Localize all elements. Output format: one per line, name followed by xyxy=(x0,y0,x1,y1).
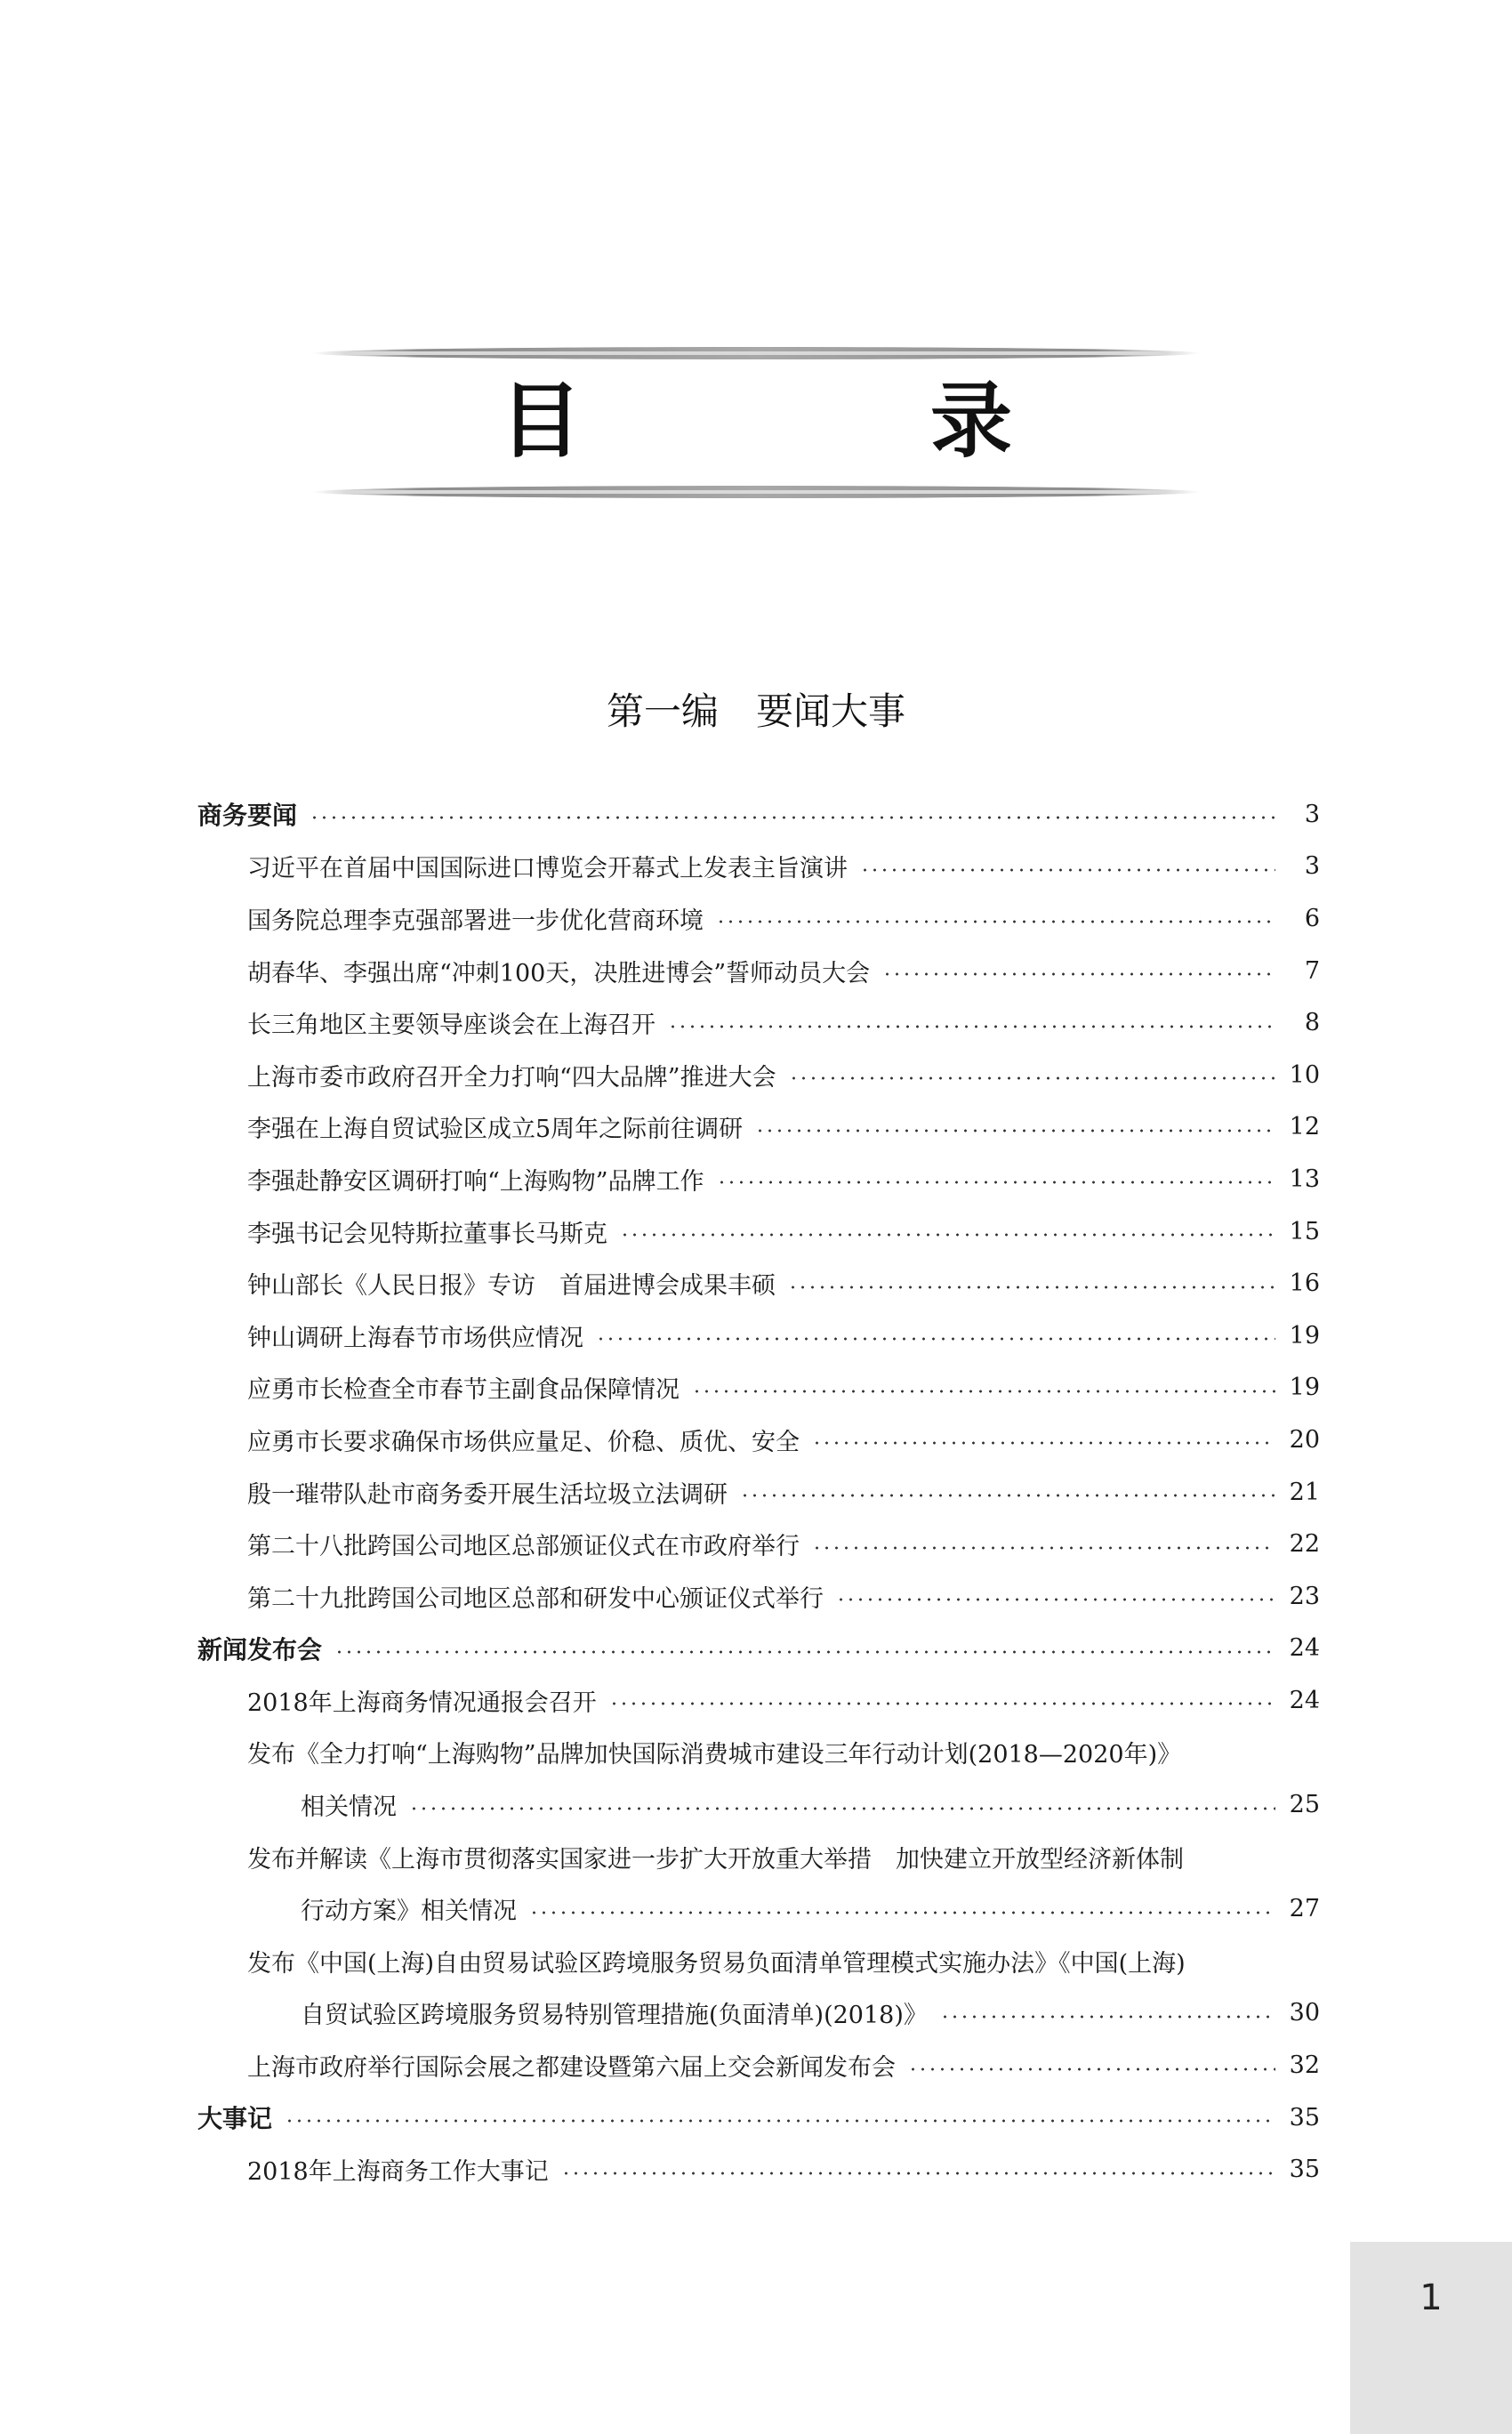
dot-leader xyxy=(596,1337,1275,1341)
toc-entry-title: 发布并解读《上海市贯彻落实国家进一步扩大开放重大举措 加快建立开放型经济新体制 xyxy=(247,1845,1184,1874)
toc-entry-title: 2018年上海商务工作大事记 xyxy=(247,2158,549,2187)
toc-entry-title: 李强赴静安区调研打响“上海购物”品牌工作 xyxy=(247,1167,704,1196)
dot-leader xyxy=(860,868,1275,872)
toc-entry-title: 商务要闻 xyxy=(197,801,298,831)
toc-entry-title: 2018年上海商务情况通报会召开 xyxy=(247,1688,597,1717)
dot-leader xyxy=(561,2172,1275,2175)
page-number: 1 xyxy=(1420,2277,1443,2318)
toc-entry-title: 第二十九批跨国公司地区总部和研发中心颁证仪式举行 xyxy=(247,1584,824,1613)
toc-entry-page: 19 xyxy=(1289,1374,1320,1402)
dot-leader xyxy=(740,1494,1275,1497)
toc-entry-page: 24 xyxy=(1289,1634,1320,1663)
toc-entry-page: 35 xyxy=(1289,2103,1320,2132)
toc-entry-page: 8 xyxy=(1304,1009,1320,1037)
toc-section-entry[interactable] xyxy=(197,788,1320,841)
toc-entry-page: 10 xyxy=(1289,1060,1320,1089)
dot-leader xyxy=(609,1702,1275,1705)
toc-entry-continuation[interactable] xyxy=(197,1882,1320,1935)
toc-entry-title: 李强在上海自贸试验区成立5周年之际前往调研 xyxy=(247,1116,744,1144)
dot-leader xyxy=(788,1286,1275,1289)
dot-leader xyxy=(755,1129,1275,1132)
toc-entry[interactable] xyxy=(197,1935,1320,1987)
toc-entry-page: 12 xyxy=(1289,1113,1320,1141)
toc-entry-title: 发布《全力打响“上海购物”品牌加快国际消费城市建设三年行动计划(2018—2020年)》 xyxy=(247,1741,1182,1769)
dot-leader xyxy=(717,1181,1275,1184)
toc-entry[interactable] xyxy=(197,1362,1320,1414)
toc-entry-page: 19 xyxy=(1289,1321,1320,1350)
page-number-tab xyxy=(1350,2242,1512,2434)
toc-entry[interactable] xyxy=(197,1101,1320,1154)
toc-entry-page: 27 xyxy=(1289,1895,1320,1923)
dot-leader xyxy=(882,972,1275,976)
toc-entry[interactable] xyxy=(197,1153,1320,1205)
toc-entry[interactable] xyxy=(197,996,1320,1049)
toc-entry-title: 殷一璀带队赴市商务委开展生活垃圾立法调研 xyxy=(247,1480,728,1509)
dot-leader xyxy=(620,1233,1275,1237)
toc-entry[interactable] xyxy=(197,1570,1320,1623)
toc-entry-page: 13 xyxy=(1289,1165,1320,1193)
dot-leader xyxy=(812,1441,1275,1445)
toc-entry-page: 6 xyxy=(1304,904,1320,932)
toc-entry-title: 国务院总理李克强部署进一步优化营商环境 xyxy=(247,907,704,935)
toc-entry-title: 应勇市长要求确保市场供应量足、价稳、质优、安全 xyxy=(247,1428,800,1456)
toc-entry[interactable] xyxy=(197,1727,1320,1779)
toc-entry-title: 大事记 xyxy=(197,2104,273,2134)
toc-section-entry[interactable] xyxy=(197,1623,1320,1675)
toc-entry-title: 新闻发布会 xyxy=(197,1634,323,1664)
toc-entry-title: 上海市政府举行国际会展之都建设暨第六届上交会新闻发布会 xyxy=(247,2054,896,2083)
dot-leader xyxy=(836,1598,1275,1601)
toc-entry-title: 钟山部长《人民日报》专访 首届进博会成果丰硕 xyxy=(247,1272,776,1301)
dot-leader xyxy=(789,1076,1275,1080)
toc-entry-title: 习近平在首届中国国际进口博览会开幕式上发表主旨演讲 xyxy=(247,855,848,883)
toc-entry[interactable] xyxy=(197,2143,1320,2196)
toc-entry-page: 35 xyxy=(1289,2156,1320,2184)
toc-entry-title: 李强书记会见特斯拉董事长马斯克 xyxy=(247,1220,607,1248)
toc-entry[interactable] xyxy=(197,1310,1320,1362)
dot-leader xyxy=(940,2015,1275,2019)
toc-entry[interactable] xyxy=(197,1674,1320,1727)
toc-entry-page: 21 xyxy=(1289,1478,1320,1506)
dot-leader xyxy=(812,1546,1275,1550)
toc-entry[interactable] xyxy=(197,1466,1320,1519)
toc-entry[interactable] xyxy=(197,2039,1320,2091)
toc-entry-page: 3 xyxy=(1304,852,1320,881)
toc-entry-page: 16 xyxy=(1289,1269,1320,1298)
toc-heading-block xyxy=(311,347,1201,507)
toc-entry-page: 15 xyxy=(1289,1217,1320,1245)
dot-leader xyxy=(529,1911,1275,1914)
toc-section-entry[interactable] xyxy=(197,2091,1320,2144)
dot-leader xyxy=(908,2067,1275,2071)
toc-entry-page: 22 xyxy=(1289,1530,1320,1559)
dot-leader xyxy=(285,2119,1275,2123)
toc-entry-title: 相关情况 xyxy=(301,1793,397,1822)
toc-entry[interactable] xyxy=(197,1049,1320,1101)
toc-entry-title: 钟山调研上海春节市场供应情况 xyxy=(247,1324,583,1352)
toc-entry[interactable] xyxy=(197,1414,1320,1466)
toc-entry[interactable] xyxy=(197,1257,1320,1310)
toc-entry-page: 20 xyxy=(1289,1425,1320,1454)
dot-leader xyxy=(692,1390,1275,1393)
toc-entry-page: 30 xyxy=(1289,1999,1320,2027)
toc-entry-title: 行动方案》相关情况 xyxy=(301,1898,517,1926)
decorative-rule-bottom xyxy=(311,486,1201,498)
toc-entry-title: 发布《中国(上海)自由贸易试验区跨境服务贸易负面清单管理模式实施办法》《中国(上海) xyxy=(247,1949,1186,1978)
toc-entry-page: 25 xyxy=(1289,1791,1320,1819)
toc-entry[interactable] xyxy=(197,1518,1320,1570)
toc-entry-page: 7 xyxy=(1304,956,1320,985)
toc-entry[interactable] xyxy=(197,945,1320,997)
toc-entry-page: 24 xyxy=(1289,1686,1320,1714)
decorative-rule-top xyxy=(311,347,1201,359)
toc-entry-title: 第二十八批跨国公司地区总部颁证仪式在市政府举行 xyxy=(247,1533,800,1561)
toc-entry-continuation[interactable] xyxy=(197,1987,1320,2040)
dot-leader xyxy=(310,816,1275,819)
toc-entry[interactable] xyxy=(197,892,1320,945)
toc-entry-title: 上海市委市政府召开全力打响“四大品牌”推进大会 xyxy=(247,1063,776,1092)
dot-leader xyxy=(716,920,1275,923)
dot-leader xyxy=(334,1650,1275,1654)
toc-entry-continuation[interactable] xyxy=(197,1778,1320,1831)
toc-entry[interactable] xyxy=(197,841,1320,893)
dot-leader xyxy=(668,1025,1275,1028)
toc-entry-page: 3 xyxy=(1304,800,1320,828)
toc-entry-title: 胡春华、李强出席“冲刺100天，决胜进博会”誓师动员大会 xyxy=(247,959,871,987)
toc-title: 目 录 xyxy=(499,374,1146,469)
toc-entry-page: 23 xyxy=(1289,1582,1320,1610)
toc-entry[interactable] xyxy=(197,1205,1320,1258)
toc-entry-page: 32 xyxy=(1289,2051,1320,2080)
toc-entry-title: 长三角地区主要领导座谈会在上海召开 xyxy=(247,1011,655,1040)
toc-list xyxy=(197,788,1320,2196)
part-title: 第一编 要闻大事 xyxy=(606,689,905,733)
toc-entry-title: 应勇市长检查全市春节主副食品保障情况 xyxy=(247,1376,680,1405)
toc-entry-title: 自贸试验区跨境服务贸易特别管理措施(负面清单)(2018)》 xyxy=(301,2002,928,2030)
dot-leader xyxy=(409,1807,1275,1810)
toc-entry[interactable] xyxy=(197,1831,1320,1883)
